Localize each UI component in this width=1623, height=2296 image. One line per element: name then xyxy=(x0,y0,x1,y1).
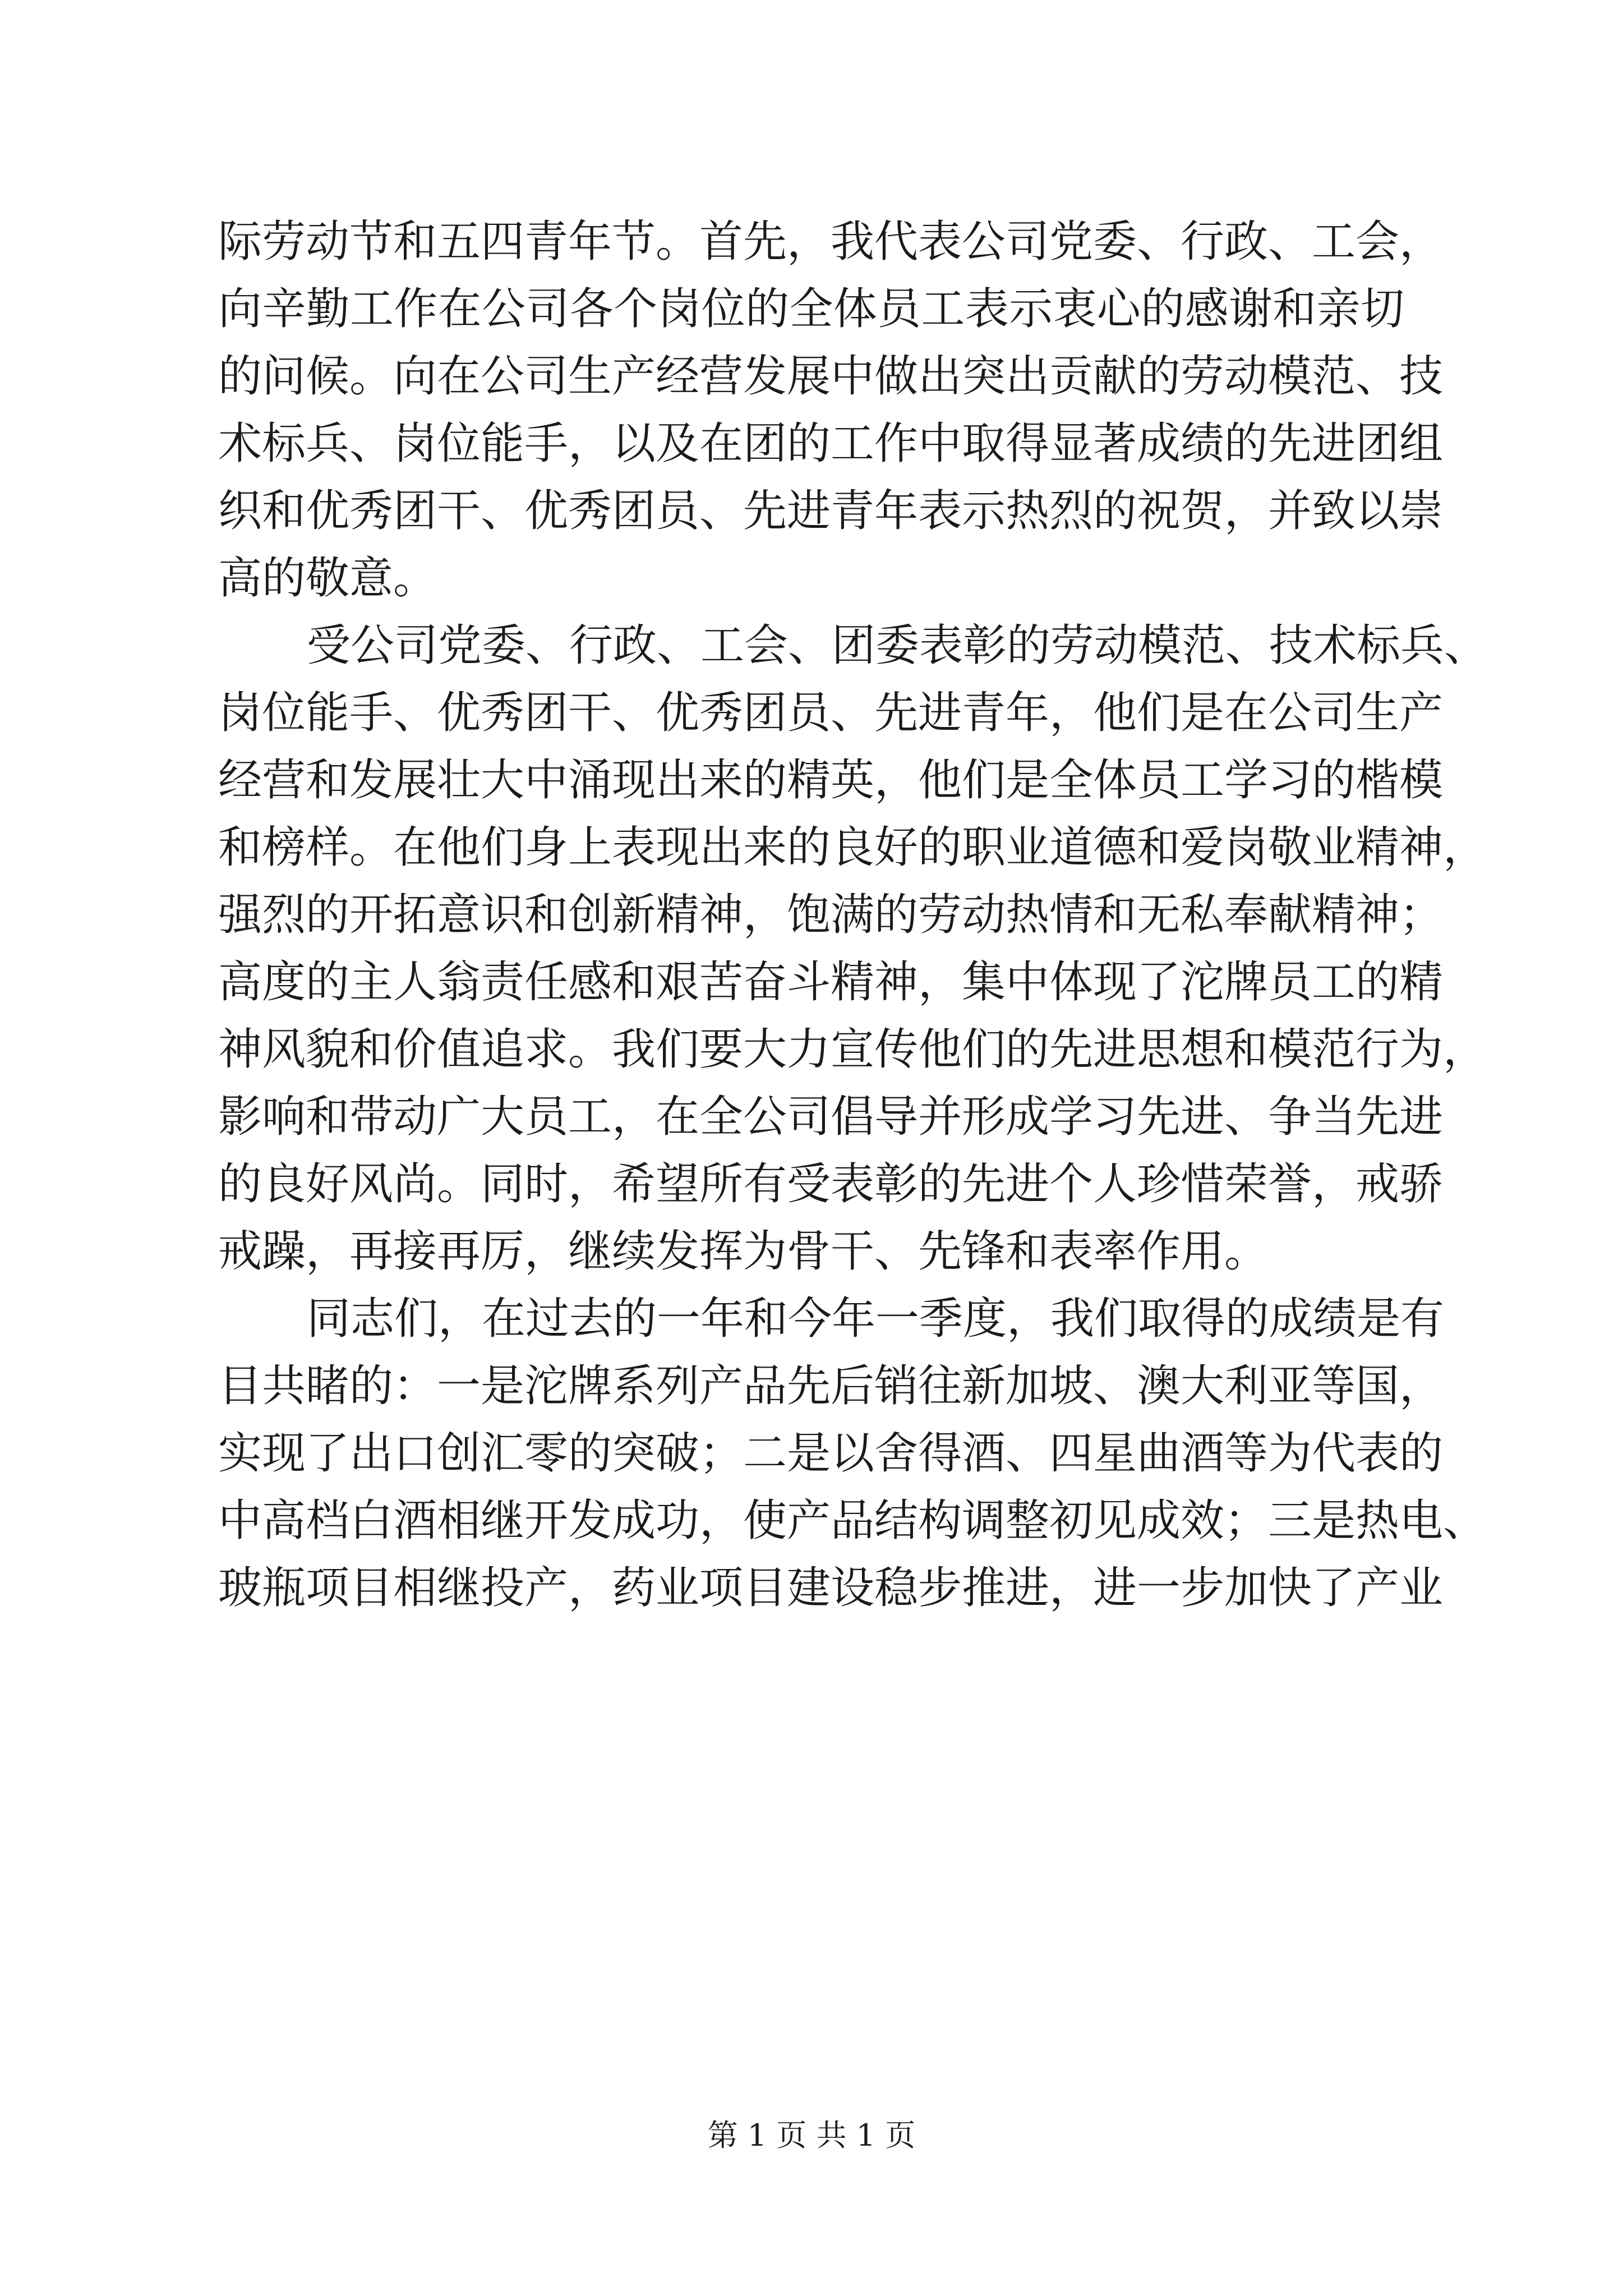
text-line: 影响和带动广大员工，在全公司倡导并形成学习先进、争当先进 xyxy=(218,1092,1444,1142)
text-line: 神风貌和价值追求。我们要大力宣传他们的先进思想和模范行为， xyxy=(218,1024,1487,1075)
text-line: 织和优秀团干、优秀团员、先进青年表示热烈的祝贺，并致以崇 xyxy=(218,486,1444,536)
text-line: 岗位能手、优秀团干、优秀团员、先进青年，他们是在公司生产 xyxy=(218,688,1444,738)
text-line: 高度的主人翁责任感和艰苦奋斗精神，集中体现了沱牌员工的精 xyxy=(218,957,1444,1007)
text-line: 高的敬意。 xyxy=(218,553,437,604)
text-line: 的良好风尚。同时，希望所有受表彰的先进个人珍惜荣誉，戒骄 xyxy=(218,1159,1444,1209)
text-line: 实现了出口创汇零的突破；二是以舍得酒、四星曲酒等为代表的 xyxy=(218,1428,1444,1479)
page-footer: 第 1 页 共 1 页 xyxy=(707,2118,916,2153)
text-line: 戒躁，再接再厉，继续发挥为骨干、先锋和表率作用。 xyxy=(218,1226,1269,1277)
text-line: 经营和发展壮大中涌现出来的精英，他们是全体员工学习的楷模 xyxy=(218,755,1444,806)
text-line: 受公司党委、行政、工会、团委表彰的劳动模范、技术标兵、 xyxy=(307,620,1488,671)
text-line: 目共睹的：一是沱牌系列产品先后销往新加坡、澳大利亚等国， xyxy=(218,1361,1444,1411)
text-line: 和榜样。在他们身上表现出来的良好的职业道德和爱岗敬业精神， xyxy=(218,822,1487,873)
text-line: 向辛勤工作在公司各个岗位的全体员工表示衷心的感谢和亲切 xyxy=(218,284,1404,334)
text-line: 术标兵、岗位能手，以及在团的工作中取得显著成绩的先进团组 xyxy=(218,418,1444,469)
text-line: 强烈的开拓意识和创新精神，饱满的劳动热情和无私奉献精神； xyxy=(218,890,1444,940)
text-line: 中高档白酒相继开发成功，使产品结构调整初见成效；三是热电、 xyxy=(218,1496,1487,1546)
text-line: 际劳动节和五四青年节。首先，我代表公司党委、行政、工会， xyxy=(218,217,1444,267)
body-text xyxy=(218,208,1488,1622)
text-line: 同志们，在过去的一年和今年一季度，我们取得的成绩是有 xyxy=(307,1294,1445,1344)
text-line: 玻瓶项目相继投产，药业项目建设稳步推进，进一步加快了产业 xyxy=(218,1563,1444,1613)
text-line: 的问候。向在公司生产经营发展中做出突出贡献的劳动模范、技 xyxy=(218,351,1444,402)
